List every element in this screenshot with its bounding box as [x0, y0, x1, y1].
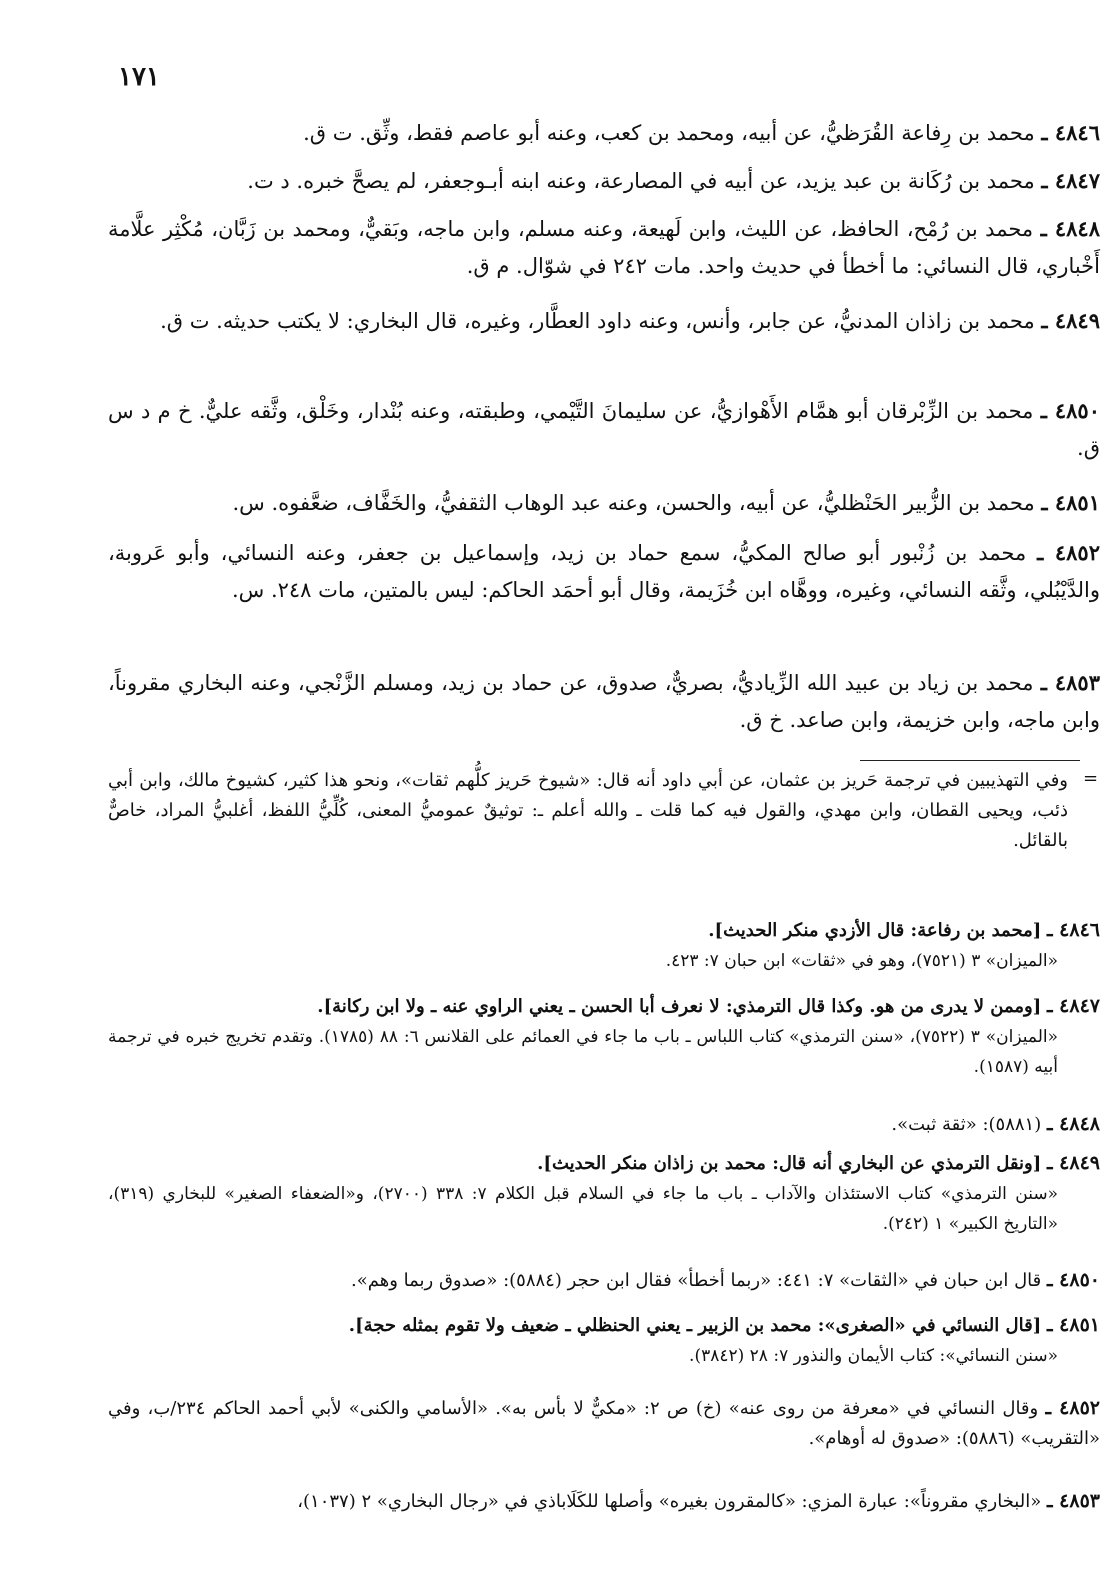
footnote-text: [قال النسائي في «الصغرى»: محمد بن الزبير ـ يعني الحنظلي ـ ضعيف ولا تقوم بمثله حجة]. [348, 1315, 1042, 1336]
entry-number: ٤٨٤٧ ـ [1041, 168, 1100, 193]
footnote-number: ٤٨٤٦ ـ [1046, 919, 1100, 941]
footnote-4851 [108, 1310, 1100, 1371]
page-number: ١٧١ [118, 62, 160, 92]
footnote-number: ٤٨٤٨ ـ [1046, 1113, 1100, 1135]
footnote-text: (٥٨٨١): «ثقة ثبت». [891, 1114, 1042, 1135]
footnote-number: ٤٨٤٩ ـ [1046, 1152, 1100, 1174]
footnote-4848 [108, 1109, 1100, 1140]
entry-text: محمد بن زياد بن عبيد الله الزِّياديُّ، بصريٌّ، صدوق، عن حماد بن زيد، ومسلم الزَّنْجي، وعنه البخاري مقروناً، وابن ماجه، وابن خزيمة، وابن صاعد. خ ق. [108, 671, 1100, 732]
footnote-text: قال ابن حبان في «الثقات» ٧: ٤٤١: «ربما أخطأ» فقال ابن حجر (٥٨٨٤): «صدوق ربما وهم». [351, 1270, 1042, 1291]
footnote-text: «البخاري مقروناً»: عبارة المزي: «كالمقرون بغيره» وأصلها للكَلَاباذي في «رجال البخاري» ٢ (١٠٣٧)، [297, 1491, 1042, 1512]
footnote-4850 [108, 1265, 1100, 1296]
footnote-source: «الميزان» ٣ (٧٥٢٢)، «سنن الترمذي» كتاب اللباس ـ باب ما جاء في العمائم على القلانس ٦: ٨٨ (١٧٨٥). وتقدم تخريج خبره في ترجمة أبيه (١٥٨٧). [108, 1027, 1058, 1077]
entry-text: محمد بن الزُّبير الحَنْظليُّ، عن أبيه، والحسن، وعنه عبد الوهاب الثقفيُّ، والخَفَّاف، ضعَّفوه. س. [232, 491, 1035, 515]
footnote-text: [محمد بن رفاعة: قال الأزدي منكر الحديث]. [708, 920, 1042, 941]
footnote-number: ٤٨٥٣ ـ [1046, 1490, 1100, 1512]
footnote-number: ٤٨٥٢ ـ [1045, 1397, 1100, 1419]
entry-4847 [108, 162, 1100, 200]
entry-number: ٤٨٥٣ ـ [1040, 670, 1100, 695]
footnote-4852 [108, 1393, 1100, 1454]
footnote-4849 [108, 1148, 1100, 1239]
footnote-text: وقال النسائي في «معرفة من روى عنه» (خ) ص ٢: «مكيٌّ لا بأس به». «الأسامي والكنى» لأبي أحمد الحاكم ٢٣٤/ب، وفي «التقريب» (٥٨٨٦): «صدوق له أوهام». [108, 1398, 1100, 1449]
entry-text: محمد بن رِفاعة القُرَظيُّ، عن أبيه، ومحمد بن كعب، وعنه أبو عاصم فقط، وثِّق. ت ق. [303, 121, 1035, 145]
entry-number: ٤٨٥١ ـ [1041, 490, 1100, 515]
footnote-continuation-marker: = [1083, 768, 1099, 789]
footnote-4853 [108, 1486, 1100, 1517]
entry-4848 [108, 210, 1100, 285]
footnote-text: [وممن لا يدرى من هو. وكذا قال الترمذي: لا نعرف أبا الحسن ـ يعني الراوي عنه ـ ولا ابن ركانة]. [317, 996, 1042, 1017]
entry-number: ٤٨٥٢ ـ [1037, 540, 1100, 565]
entry-text: محمد بن رُمْح، الحافظ، عن الليث، وابن لَهيعة، وعنه مسلم، وابن ماجه، وبَقيٌّ، ومحمد بن زَبَّان، مُكْثِر علَّامة أَخْباري، قال النسائي: ما أخطأ في حديث واحد. مات ٢٤٢ في شوّال. م ق. [108, 217, 1100, 278]
entry-4850 [108, 392, 1100, 467]
footnote-text: [ونقل الترمذي عن البخاري أنه قال: محمد بن زاذان منكر الحديث]. [537, 1153, 1042, 1174]
entry-number: ٤٨٤٦ ـ [1041, 120, 1100, 145]
entry-4851 [108, 484, 1100, 522]
entry-4846 [108, 114, 1100, 152]
footnote-source: «الميزان» ٣ (٧٥٢١)، وهو في «ثقات» ابن حبان ٧: ٤٢٣. [665, 951, 1058, 971]
entry-number: ٤٨٥٠ ـ [1040, 398, 1100, 423]
entry-number: ٤٨٤٩ ـ [1041, 308, 1100, 333]
footnote-intro: وفي التهذيبين في ترجمة حَريز بن عثمان، عن أبي داود أنه قال: «شيوخ حَريز كلُّهم ثقات»، ونحو هذا كثير، كشيوخ مالك، وابن أبي ذئب، ويحيى القطان، وابن مهدي، والقول فيه كما قلت ـ والله أعلم ـ: توثيقٌ عموميُّ المعنى، كُلِّيُّ اللفظ، أغلبيُّ المراد، خاصٌّ بالقائل. [108, 770, 1068, 851]
footnote-4847 [108, 991, 1100, 1082]
footnote-divider [860, 760, 1080, 761]
footnote-source: «سنن الترمذي» كتاب الاستئذان والآداب ـ باب ما جاء في السلام قبل الكلام ٧: ٣٣٨ (٢٧٠٠)، و«الضعفاء الصغير» للبخاري (٣١٩)، «التاريخ الكبير» ١ (٢٤٢). [108, 1184, 1058, 1234]
entry-text: محمد بن زُنْبور أبو صالح المكيُّ، سمع حماد بن زيد، وإسماعيل بن جعفر، وعنه النسائي، وأبو عَروبة، والدَّيْبُلي، وثَّقه النسائي، وغيره، ووهَّاه ابن خُزَيمة، وقال أبو أحمَد الحاكم: ليس بالمتين، مات ٢٤٨. س. [108, 541, 1100, 602]
entry-text: محمد بن زاذان المدنيُّ، عن جابر، وأنس، وعنه داود العطَّار، وغيره، قال البخاري: لا يكتب حديثه. ت ق. [160, 309, 1035, 333]
entry-4853 [108, 664, 1100, 739]
entry-text: محمد بن رُكَانة بن عبد يزيد، عن أبيه في المصارعة، وعنه ابنه أبـوجعفر، لم يصحَّ خبره. د ت. [247, 169, 1035, 193]
entry-text: محمد بن الزِّبْرقان أبو همَّام الأَهْوازيُّ، عن سليمانَ التَّيْمي، وطبقته، وعنه بُنْدار، وخَلْق، وثَّقه عليٌّ. خ م د س ق. [108, 399, 1100, 460]
footnote-source: «سنن النسائي»: كتاب الأيمان والنذور ٧: ٢٨ (٣٨٤٢). [689, 1346, 1058, 1366]
footnote-number: ٤٨٥٠ ـ [1046, 1269, 1100, 1291]
entry-number: ٤٨٤٨ ـ [1040, 216, 1100, 241]
footnote-4846 [108, 915, 1100, 976]
footnote-number: ٤٨٤٧ ـ [1046, 995, 1100, 1017]
entry-4849 [108, 302, 1100, 340]
footnote-number: ٤٨٥١ ـ [1046, 1314, 1100, 1336]
entry-4852 [108, 534, 1100, 609]
